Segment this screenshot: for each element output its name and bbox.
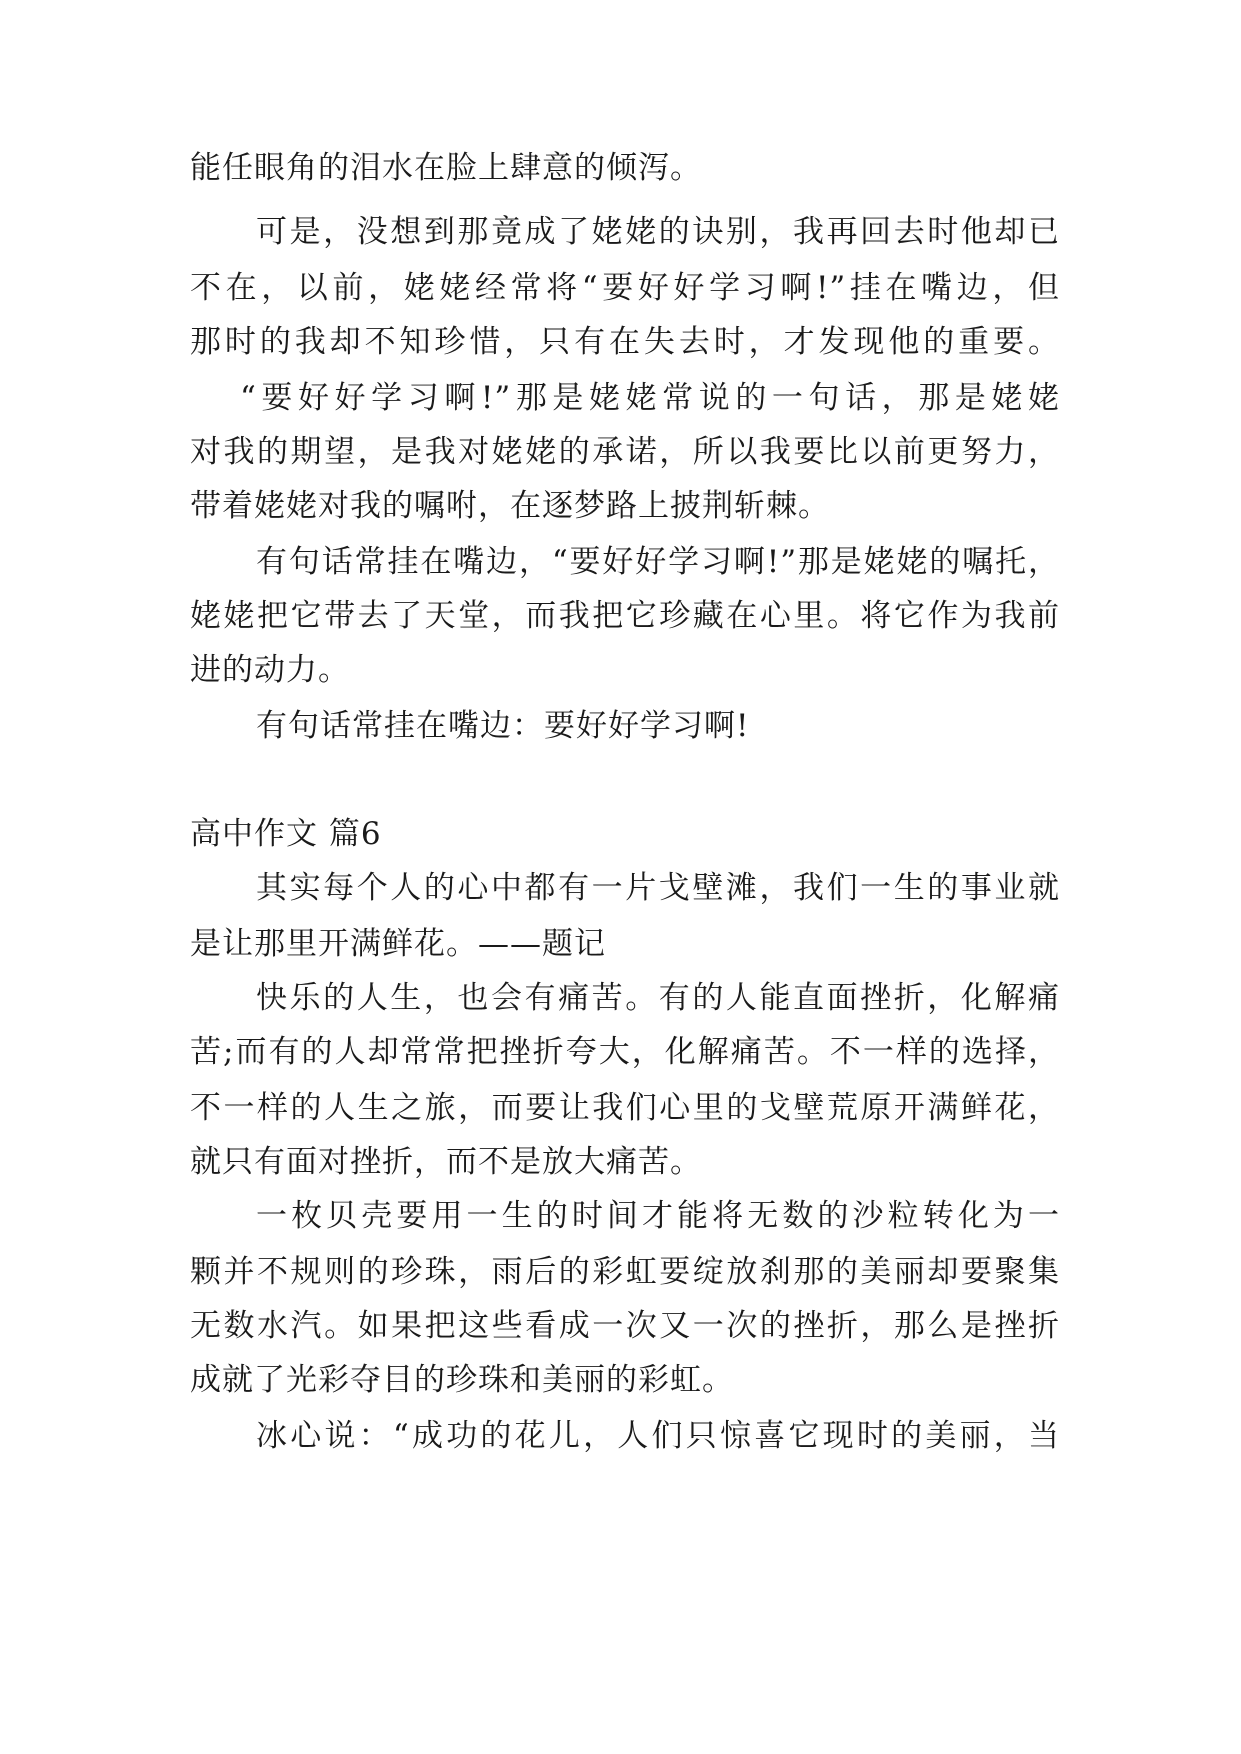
paragraph-line: 冰心说：“成功的花儿，人们只惊喜它现时的美丽，当 [256, 1418, 1060, 1454]
paragraph-line: 是让那里开满鲜花。——题记 [190, 926, 606, 962]
paragraph-line: 对我的期望，是我对姥姥的承诺，所以我要比以前更努力， [190, 434, 1060, 470]
paragraph-line: 不在，以前，姥姥经常将“要好好学习啊!”挂在嘴边，但 [190, 270, 1060, 306]
paragraph-line: 姥姥把它带去了天堂，而我把它珍藏在心里。将它作为我前 [190, 598, 1060, 634]
paragraph-line: 能任眼角的泪水在脸上肆意的倾泻。 [190, 150, 702, 186]
paragraph-line: 有句话常挂在嘴边，“要好好学习啊!”那是姥姥的嘱托， [256, 544, 1060, 580]
paragraph-line: 那时的我却不知珍惜，只有在失去时，才发现他的重要。 [190, 324, 1060, 360]
paragraph-line: 不一样的人生之旅，而要让我们心里的戈壁荒原开满鲜花， [190, 1090, 1060, 1126]
paragraph-line: 无数水汽。如果把这些看成一次又一次的挫折，那么是挫折 [190, 1308, 1060, 1344]
paragraph-line: 成就了光彩夺目的珍珠和美丽的彩虹。 [190, 1362, 734, 1398]
paragraph-line: “要好好学习啊!”那是姥姥常说的一句话，那是姥姥 [240, 380, 1060, 416]
paragraph-line: 带着姥姥对我的嘱咐，在逐梦路上披荆斩棘。 [190, 488, 830, 524]
paragraph-line: 其实每个人的心中都有一片戈壁滩，我们一生的事业就 [256, 870, 1060, 906]
paragraph-line: 进的动力。 [190, 652, 350, 688]
paragraph-line: 快乐的人生，也会有痛苦。有的人能直面挫折，化解痛 [256, 980, 1060, 1016]
paragraph-line: 一枚贝壳要用一生的时间才能将无数的沙粒转化为一 [256, 1198, 1060, 1234]
section-heading: 高中作文 篇6 [190, 816, 382, 852]
paragraph-line: 颗并不规则的珍珠，雨后的彩虹要绽放刹那的美丽却要聚集 [190, 1254, 1060, 1290]
paragraph-line: 可是，没想到那竟成了姥姥的诀别，我再回去时他却已 [256, 214, 1060, 250]
paragraph-line: 有句话常挂在嘴边：要好好学习啊! [256, 708, 750, 744]
paragraph-line: 苦;而有的人却常常把挫折夸大，化解痛苦。不一样的选择， [190, 1034, 1060, 1070]
paragraph-line: 就只有面对挫折，而不是放大痛苦。 [190, 1144, 702, 1180]
